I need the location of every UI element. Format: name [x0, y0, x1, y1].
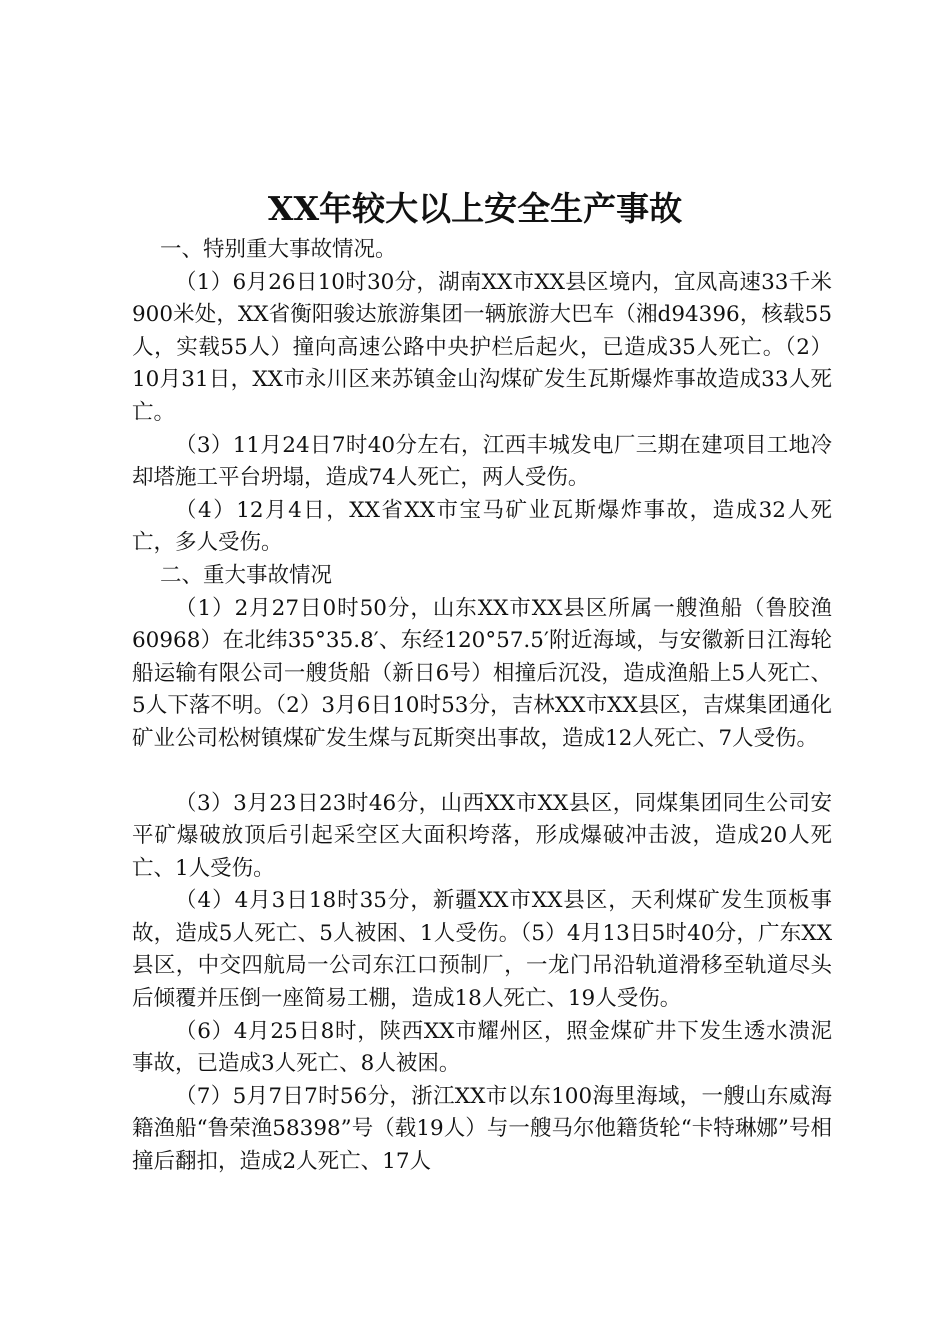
- paragraph: （6）4月25日8时，陕西XX市耀州区，照金煤矿井下发生透水溃泥事故，已造成3人死亡、8人被困。: [132, 1018, 832, 1077]
- document-title: XX年较大以上安全生产事故: [267, 189, 683, 228]
- paragraph: （1）2月27日0时50分，山东XX市XX县区所属一艘渔船（鲁胶渔60968）在北纬35°35.8′、东经120°57.5′附近海域，与安徽新日江海轮船运输有限公司一艘货船（新日6号）相撞后沉没，造成渔船上5人死亡、5人下落不明。（2）3月6日10时53分，吉林XX市XX县区，吉煤集团通化矿业公司松树镇煤矿发生煤与瓦斯突出事故，造成12人死亡、7人受伤。: [132, 595, 832, 751]
- section-heading-1: 一、特别重大事故情况。: [159, 237, 397, 262]
- paragraph: （3）3月23日23时46分，山西XX市XX县区，同煤集团同生公司安平矿爆破放顶后引起采空区大面积垮落，形成爆破冲击波，造成20人死亡、1人受伤。: [132, 790, 832, 881]
- paragraph: （1）6月26日10时30分，湖南XX市XX县区境内，宜凤高速33千米900米处，XX省衡阳骏达旅游集团一辆旅游大巴车（湘d94396，核载55人，实载55人）撞向高速公路中央护栏后起火，已造成35人死亡。（2）10月31日，XX市永川区来苏镇金山沟煤矿发生瓦斯爆炸事故造成33人死亡。: [132, 269, 832, 425]
- paragraph: （4）4月3日18时35分，新疆XX市XX县区，天利煤矿发生顶板事故，造成5人死亡、5人被困、1人受伤。（5）4月13日5时40分，广东XX县区，中交四航局一公司东江口预制厂，一龙门吊沿轨道滑移至轨道尽头后倾覆并压倒一座简易工棚，造成18人死亡、19人受伤。: [132, 888, 832, 1012]
- paragraph: （7）5月7日7时56分，浙江XX市以东100海里海域，一艘山东威海籍渔船“鲁荣渔58398”号（载19人）与一艘马尔他籍货轮“卡特琳娜”号相撞后翻扣，造成2人死亡、17人: [132, 1083, 832, 1175]
- section-heading-2: 二、重大事故情况: [159, 562, 332, 588]
- document-body: [132, 234, 832, 1179]
- paragraph: （3）11月24日7时40分左右，江西丰城发电厂三期在建项目工地冷却塔施工平台坍塌，造成74人死亡，两人受伤。: [132, 432, 832, 491]
- paragraph: （4）12月4日，XX省XX市宝马矿业瓦斯爆炸事故，造成32人死亡，多人受伤。: [132, 497, 832, 556]
